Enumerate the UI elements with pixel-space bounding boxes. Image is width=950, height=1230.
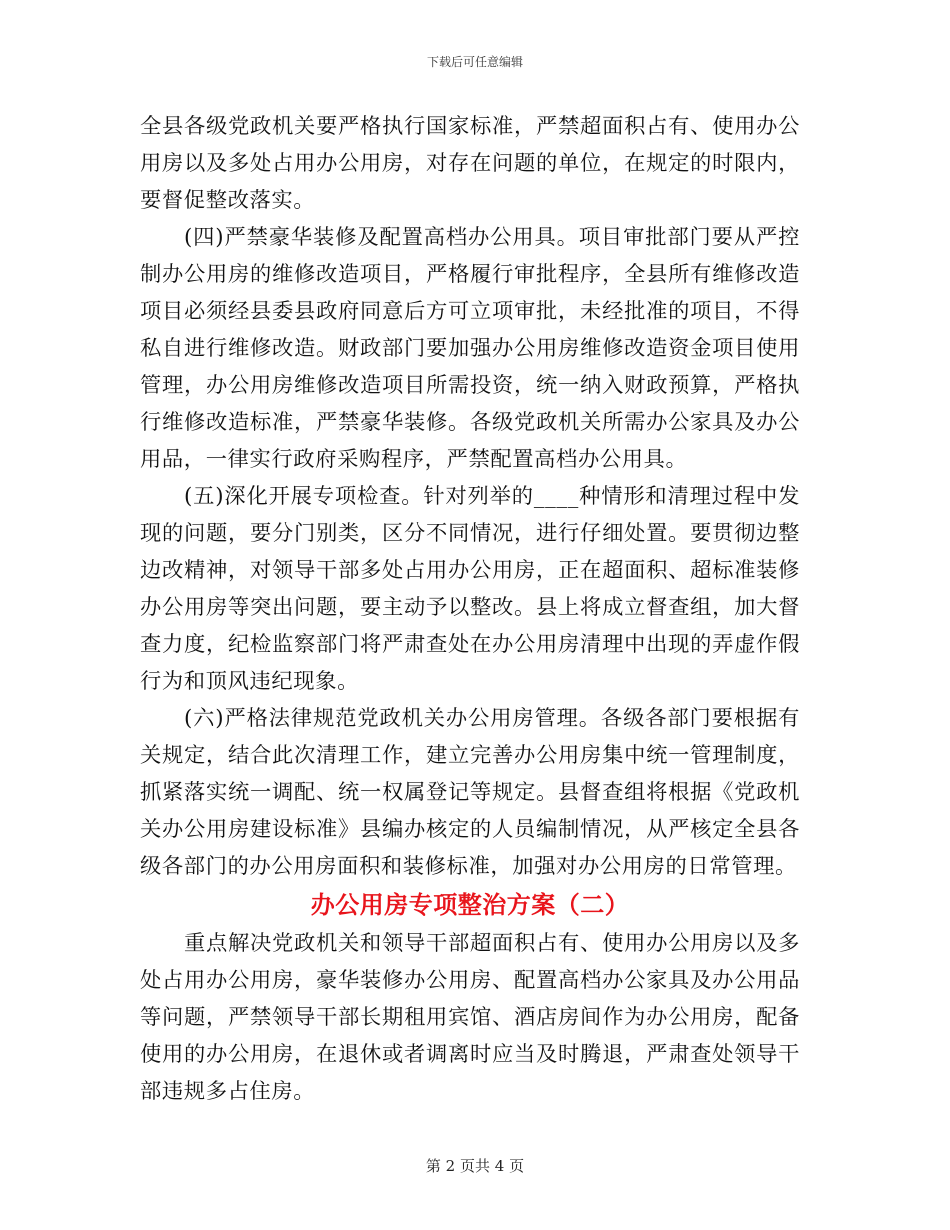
paragraph-section-4: (四)严禁豪华装修及配置高档办公用具。项目审批部门要从严控制办公用房的维修改造项目，严格履行审批程序，全县所有维修改造项目必须经县委县政府同意后方可立项审批，未经批准的项目，不得私自进行维修改造。财政部门要加强办公用房维修改造资金项目使用管理，办公用房维修改造项目所需投资，统一纳入财政预算，严格执行维修改造标准，严禁豪华装修。各级党政机关所需办公家具及办公用品，一律实行政府采购程序，严禁配置高档办公用具。	[140, 225, 800, 472]
page-number: 第 2 页共 4 页	[425, 1157, 525, 1175]
page-header: 下载后可任意编辑	[426, 55, 523, 69]
paragraph-section-intro: 重点解决党政机关和领导干部超面积占有、使用办公用房以及多处占用办公用房，豪华装修办公用房、配置高档办公家具及办公用品等问题，严禁领导干部长期租用宾馆、酒店房间作为办公用房，配备使用的办公用房，在退休或者调离时应当及时腾退，严肃查处领导干部违规多占住房。	[140, 931, 800, 1104]
paragraph-section-5: (五)深化开展专项检查。针对列举的____种情形和清理过程中发现的问题，要分门别类，区分不同情况，进行仔细处置。要贯彻边整边改精神，对领导干部多处占用办公用房，正在超面积、超标准装修办公用房等突出问题，要主动予以整改。县上将成立督查组，加大督查力度，纪检监察部门将严肃查处在办公用房清理中出现的弄虚作假行为和顶风违纪现象。	[140, 484, 800, 694]
document-body	[140, 108, 800, 1110]
section-title: 办公用房专项整治方案（二）	[310, 890, 630, 919]
paragraph-section-6: (六)严格法律规范党政机关办公用房管理。各级各部门要根据有关规定，结合此次清理工作，建立完善办公用房集中统一管理制度，抓紧落实统一调配、统一权属登记等规定。县督查组将根据《党政机关办公用房建设标准》县编办核定的人员编制情况，从严核定全县各级各部门的办公用房面积和装修标准，加强对办公用房的日常管理。	[140, 706, 800, 879]
paragraph-continued: 全县各级党政机关要严格执行国家标准，严禁超面积占有、使用办公用房以及多处占用办公用房，对存在问题的单位，在规定的时限内，要督促整改落实。	[140, 114, 800, 213]
